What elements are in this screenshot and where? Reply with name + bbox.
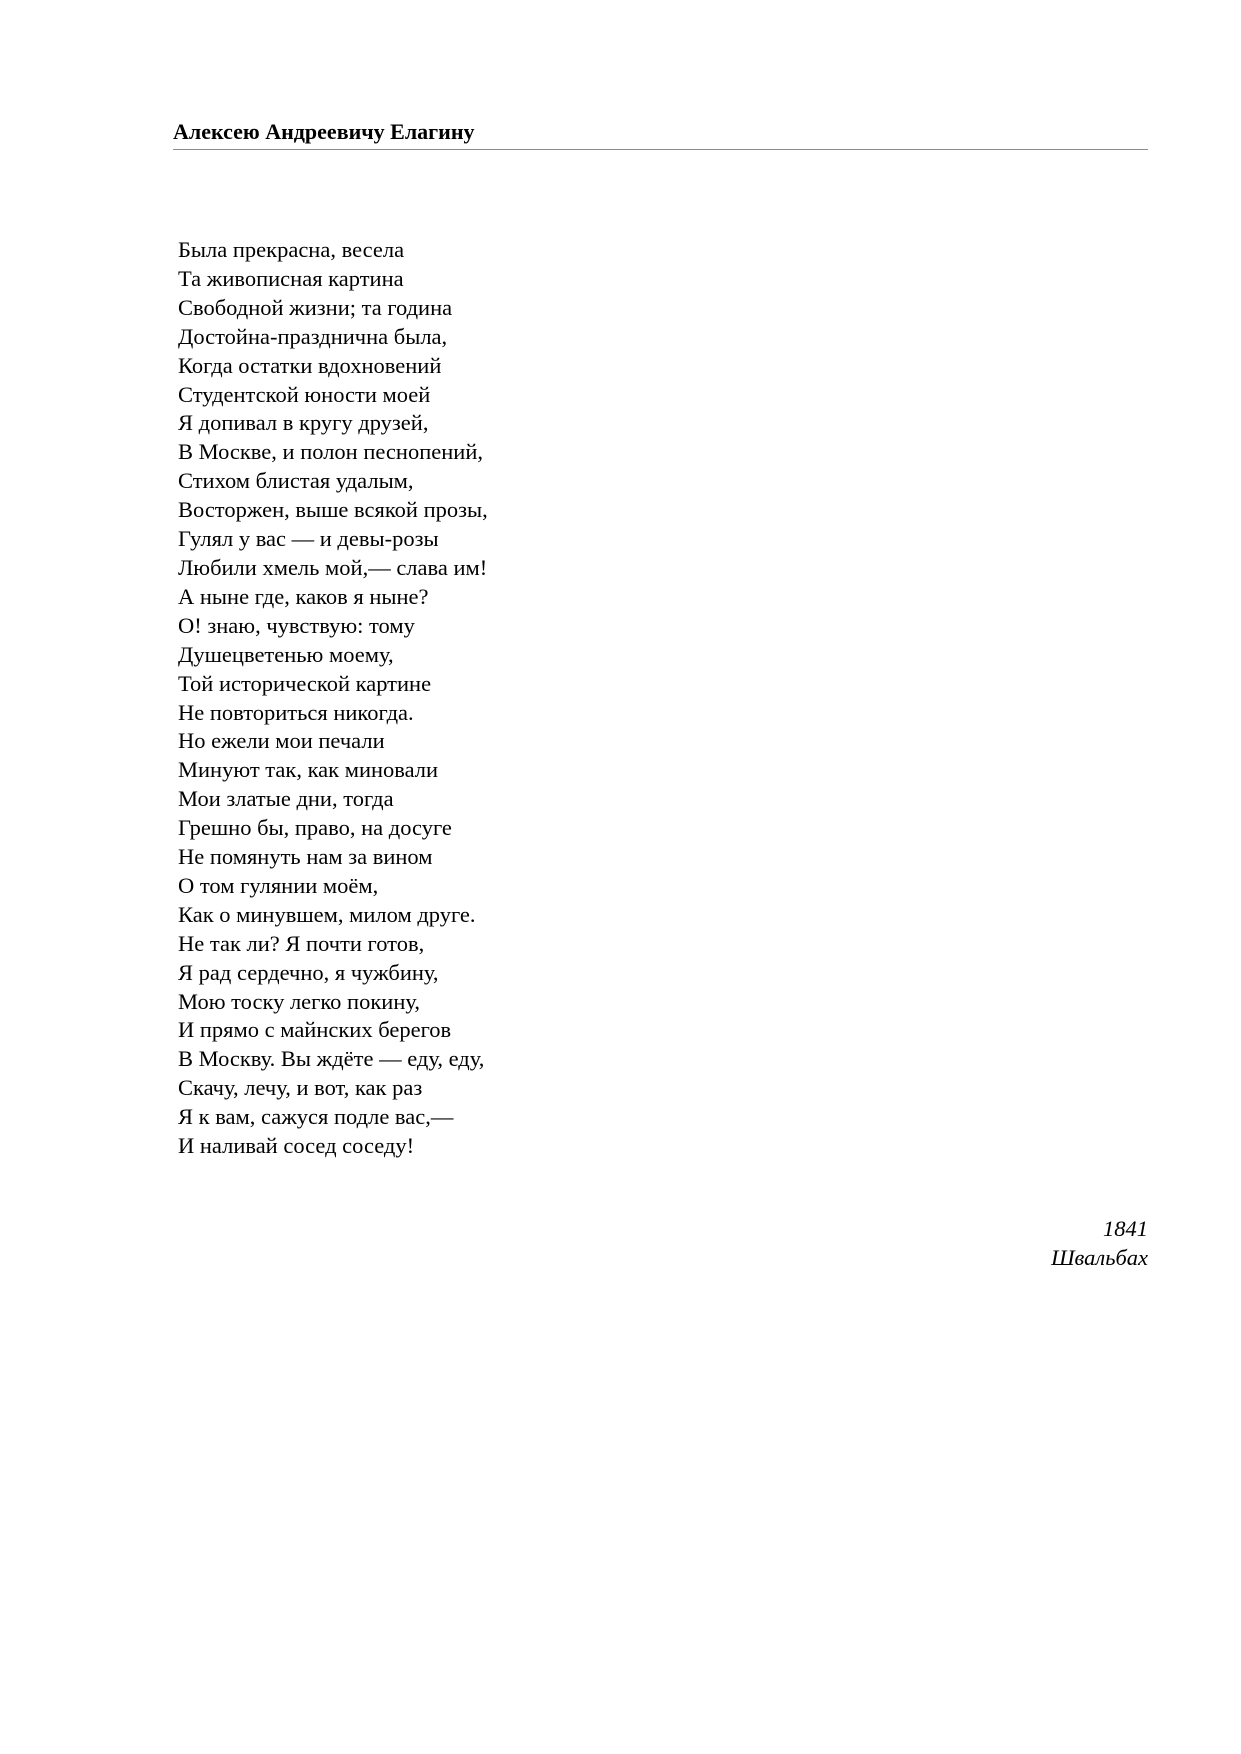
poem-line: О! знаю, чувствую: тому [178,612,415,638]
poem-line: Душецветенью моему, [178,641,394,667]
poem-line: А ныне где, каков я ныне? [178,583,429,609]
poem-line: Не помянуть нам за вином [178,844,433,870]
poem-line: Не так ли? Я почти готов, [178,930,425,956]
poem-line: В Москве, и полон песнопений, [178,439,483,465]
poem-line: Не повториться никогда. [178,699,414,725]
poem-line: И прямо с майнских берегов [178,1017,452,1043]
page-header [173,118,1148,150]
poem-line: Стихом блистая удалым, [178,468,414,494]
poem-line: Любили хмель мой,— слава им! [178,554,488,580]
poem-line: Как о минувшем, милом друге. [178,901,476,927]
poem-line: Я допивал в кругу друзей, [178,410,429,436]
poem-line: Когда остатки вдохновений [178,352,442,378]
poem-line: Грешно бы, право, на досуге [178,815,452,841]
poem-line: Была прекрасна, весела [178,237,405,262]
poem-line: В Москву. Вы ждёте — еду, еду, [178,1046,485,1072]
poem-line: Скачу, лечу, и вот, как раз [178,1075,423,1101]
poem-line: Я к вам, сажуся подле вас,— [178,1104,454,1130]
poem-line: Свободной жизни; та година [178,294,453,320]
poem-line: Но ежели мои печали [178,728,385,754]
poem-line: И наливай сосед соседу! [178,1133,415,1159]
poem-line: Студентской юности моей [178,381,431,407]
poem-line: Восторжен, выше всякой прозы, [178,497,488,523]
poem-year: 1841 [1103,1216,1148,1241]
poem-line: Достойна-празднична была, [178,323,448,349]
poem-line: Той исторической картине [178,670,432,696]
poem-body [178,236,488,1161]
poem-line: Я рад сердечно, я чужбину, [178,959,439,985]
poem-line: О том гулянии моём, [178,872,379,898]
poem-signature [1051,1215,1148,1272]
poem-line: Та живописная картина [178,265,404,291]
poem-line: Мою тоску легко покину, [178,988,420,1014]
poem-line: Гулял у вас — и девы-розы [178,526,439,552]
poem-line: Минуют так, как миновали [178,757,439,783]
poem-place: Швальбах [1051,1244,1148,1270]
page-title: Алексею Андреевичу Елагину [173,119,475,144]
poem-line: Мои златые дни, тогда [178,786,394,812]
